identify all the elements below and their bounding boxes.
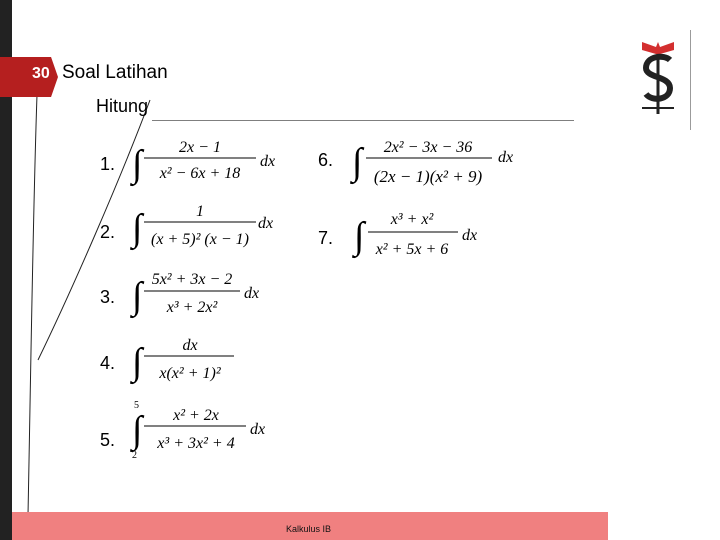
integral-sign: ∫ — [354, 215, 365, 257]
problem-5-integral — [128, 398, 278, 462]
problem-3-denominator: x³ + 2x² — [166, 299, 218, 316]
integral-sign: ∫ — [352, 141, 363, 183]
problem-1-differential: dx — [260, 153, 276, 170]
subtitle: Hitung — [96, 96, 149, 116]
problem-4-numerator: dx — [182, 337, 198, 354]
integral-sign: ∫ — [132, 275, 143, 317]
title-divider — [152, 120, 574, 121]
integral-sign: ∫ — [132, 409, 143, 451]
problem-7-denominator: x² + 5x + 6 — [375, 241, 449, 258]
problem-5-upper-limit: 5 — [134, 400, 139, 411]
integral-sign: ∫ — [132, 341, 143, 383]
integral-sign: ∫ — [132, 143, 143, 185]
problem-6-denominator: (2x − 1)(x² + 9) — [373, 167, 483, 186]
slide-title: Soal Latihan — [62, 62, 168, 83]
problem-3-differential: dx — [244, 285, 260, 302]
problem-1-numerator: 2x − 1 — [179, 139, 221, 156]
problem-5-differential: dx — [250, 421, 266, 438]
header-divider-vertical — [690, 30, 691, 130]
problem-5-denominator: x³ + 3x² + 4 — [157, 435, 235, 452]
problem-2-label: 2. — [100, 222, 116, 242]
footer-text: Kalkulus IB — [286, 524, 332, 534]
problem-5-numerator: x² + 2x — [173, 407, 219, 424]
problem-7-label: 7. — [318, 228, 334, 248]
problem-6-integral — [350, 130, 530, 194]
problem-2-denominator: (x + 5)² (x − 1) — [151, 231, 249, 248]
slide-number: 30 — [32, 65, 50, 82]
problem-6-label: 6. — [318, 150, 334, 170]
problem-4-label: 4. — [100, 353, 116, 373]
problem-6-differential: dx — [498, 149, 514, 166]
problem-7-differential: dx — [462, 227, 478, 244]
problem-3-numerator: 5x² + 3x − 2 — [151, 271, 233, 288]
problem-5-label: 5. — [100, 430, 116, 450]
problem-3-label: 3. — [100, 287, 116, 307]
problem-7-numerator: x³ + x² — [390, 211, 434, 228]
problem-4-integral — [130, 332, 250, 390]
problem-2-differential: dx — [258, 215, 274, 232]
integral-sign: ∫ — [132, 207, 143, 249]
problem-3-integral — [130, 266, 270, 324]
problem-4-denominator: x(x² + 1)² — [159, 365, 221, 382]
problem-7-integral — [352, 206, 502, 264]
institution-logo-icon — [636, 38, 680, 118]
problem-1-denominator: x² − 6x + 18 — [159, 165, 241, 182]
problem-5-lower-limit: 2 — [132, 450, 137, 461]
problem-6-numerator: 2x² − 3x − 36 — [383, 139, 473, 156]
problem-2-numerator: 1 — [196, 203, 204, 220]
problem-1-label: 1. — [100, 154, 116, 174]
problem-1-integral — [130, 134, 276, 192]
problem-2-integral — [130, 198, 278, 256]
